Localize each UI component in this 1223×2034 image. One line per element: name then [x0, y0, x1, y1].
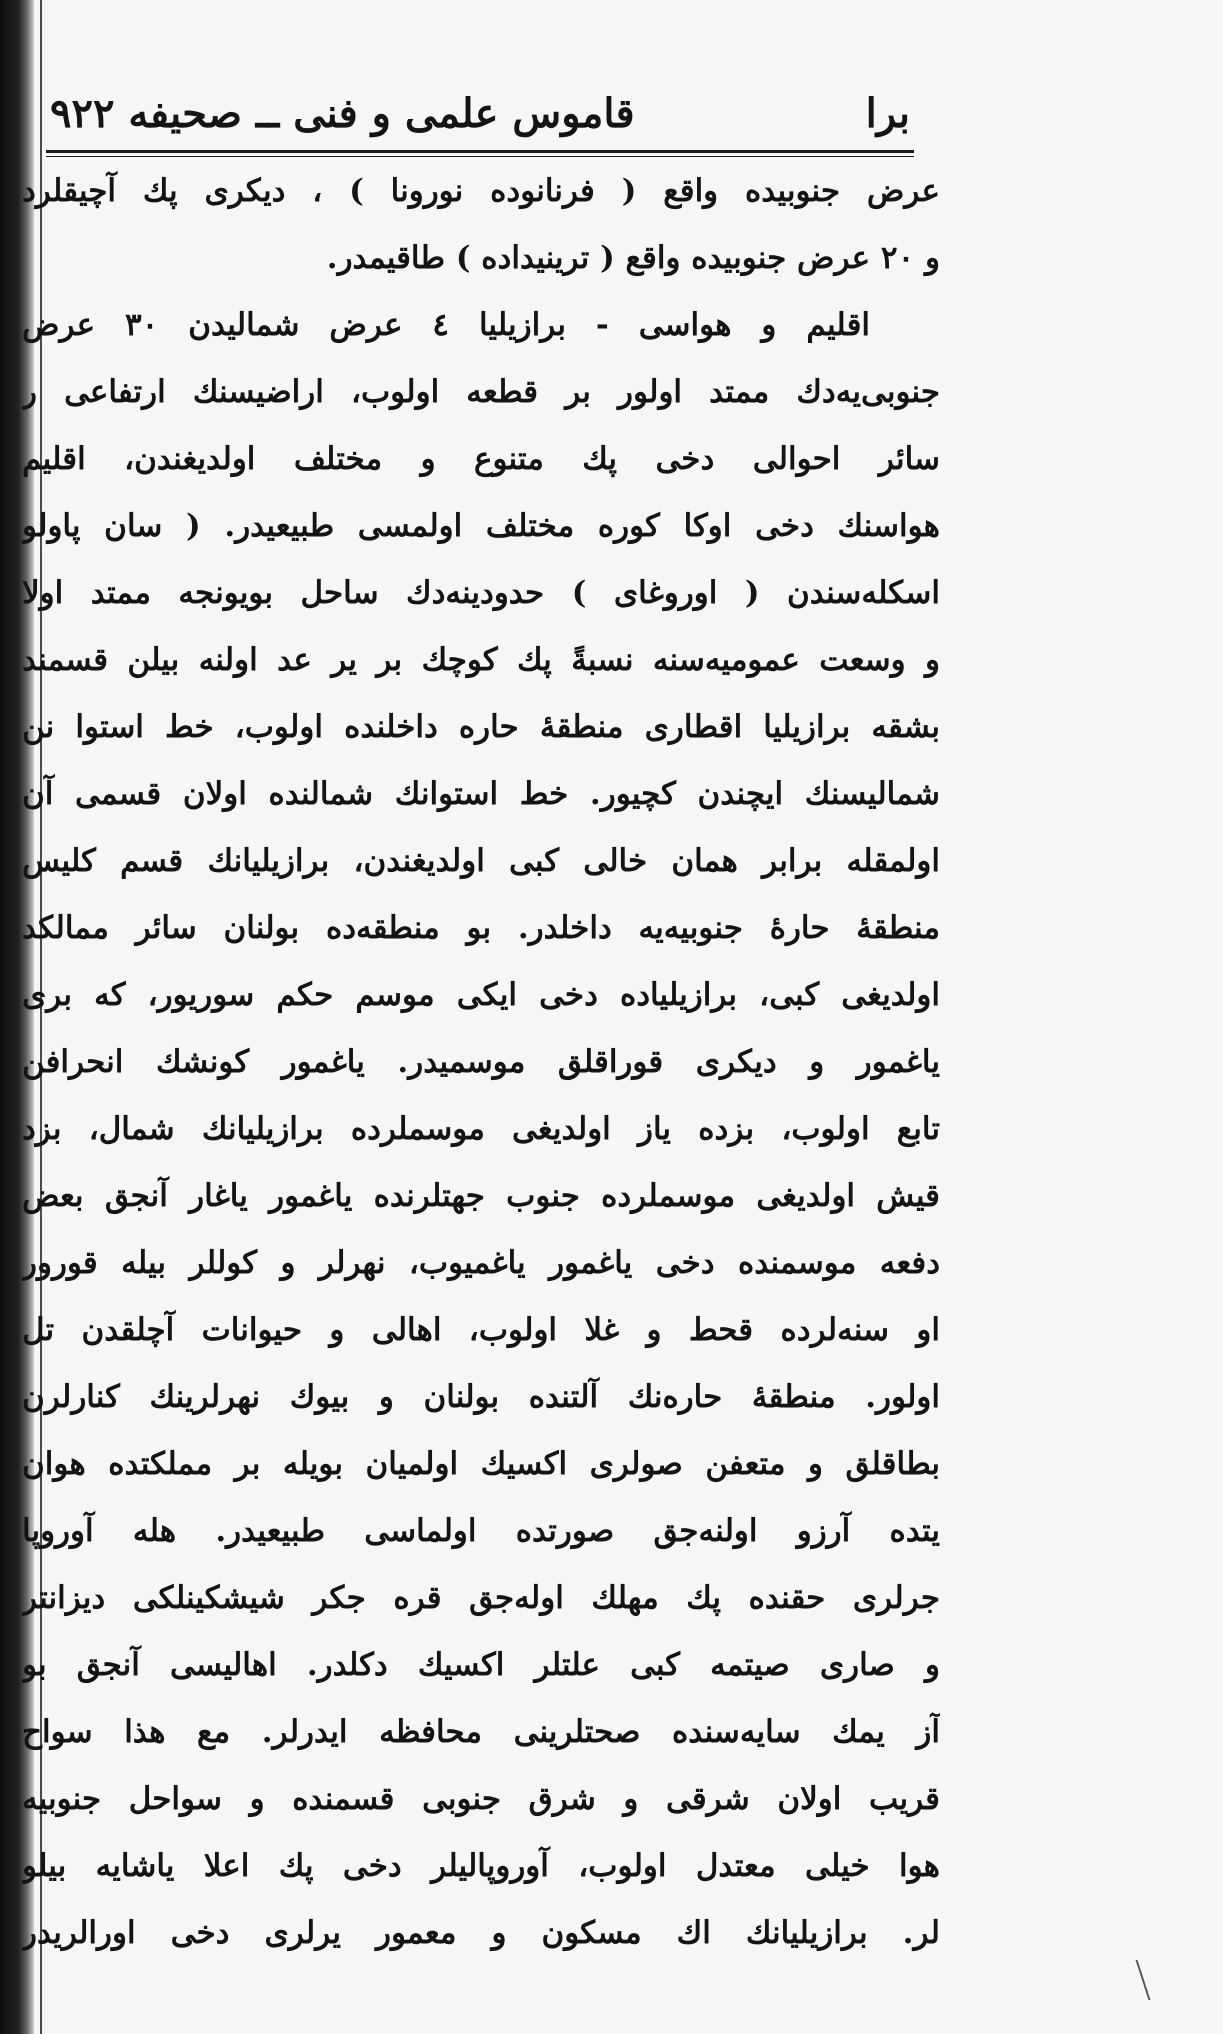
text-line: یاغمور و دیكری قوراقلق موسمیدر. یاغمور كونشك انحرافن — [22, 1044, 940, 1080]
text-line: بطاقلق و متعفن صولری اكسیك اولمیان بویله بر مملكتده هوان — [22, 1446, 940, 1482]
text-line: یتده آرزو اولنه‌جق صورتده اولماسی طبیعیدر. هله آوروپا — [22, 1513, 940, 1549]
text-line: اسكله‌سندن ( اوروغای ) حدودینه‌دك ساحل بویونجه ممتد اولا — [22, 575, 940, 611]
text-line: هواسنك دخی اوكا كوره مختلف اولمسی طبیعیدر. ( سان پاولو — [22, 508, 940, 544]
header-title: قاموس علمی و فنی ــ صحیفه ۹۲۲ — [50, 89, 635, 137]
text-line: قیش اولدیغی موسملرده جنوب جهتلرنده یاغمور یاغار آنجق بعض — [22, 1178, 940, 1214]
page-header — [50, 78, 910, 148]
pencil-mark — [1136, 1960, 1165, 2000]
article-body — [22, 158, 940, 1998]
header-entry-word: برا — [865, 89, 910, 137]
text-line: اولمقله برابر همان خالی كبی اولدیغندن، برازیلیانك قسم كلیس — [22, 843, 940, 879]
text-line: دفعه موسمنده دخی یاغمور یاغمیوب، نهرلر و كوللر بیله قورور — [22, 1245, 940, 1281]
text-line: منطقهٔ حارهٔ جنوبیه‌یه داخلدر. بو منطقه‌ده بولنان سائر ممالكد — [22, 910, 940, 946]
text-line: عرض جنوبیده واقع ( فرنانوده نورونا ) ، دیکری پك آچیقلرد — [22, 173, 940, 209]
text-line: و صاری صیتمه كبی علتلر اكسیك دكلدر. اهالیسی آنجق بو — [22, 1647, 940, 1683]
text-line: هوا خیلی معتدل اولوب، آوروپالیلر دخی پك اعلا یاشایه بیلو — [22, 1848, 940, 1884]
text-line: تابع اولوب، بزده یاز اولدیغی موسملرده برازیلیانك شمال، بزد — [22, 1111, 940, 1147]
text-line: اولور. منطقهٔ حاره‌نك آلتنده بولنان و بیوك نهرلرینك كنارلرن — [22, 1379, 940, 1415]
text-line: و وسعت عمومیه‌سنه نسبةً پك كوچك بر یر عد اولنه بیلن قسمند — [22, 642, 940, 678]
text-line: سائر احوالی دخی پك متنوع و مختلف اولدیغندن، اقلیم — [22, 441, 940, 477]
text-line: جرلری حقنده پك مهلك اوله‌جق قره جكر شیشكینلكی دیزانتر — [22, 1580, 940, 1616]
text-line: جنوبی‌یه‌دك ممتد اولور بر قطعه اولوب، اراضیسنك ارتفاعی ر — [22, 374, 940, 410]
header-rule — [46, 150, 914, 157]
text-line: بشقه برازیلیا اقطاری منطقهٔ حاره داخلنده اولوب، خط استوا نن — [22, 709, 940, 745]
text-line: لر. برازیلیانك اك مسكون و معمور یرلری دخی اورالریدر — [22, 1915, 940, 1951]
text-line: شمالیسنك ایچندن كچیور. خط استوانك شمالنده اولان قسمی آن — [22, 776, 940, 812]
text-line: او سنه‌لرده قحط و غلا اولوب، اهالی و حیوانات آچلقدن تل — [22, 1312, 940, 1348]
text-line: اقلیم و هواسی - برازیلیا ٤ عرض شمالیدن ۳۰ عرض — [22, 307, 871, 343]
text-line: و ۲۰ عرض جنوبیده واقع ( ترینیداده ) طاقیمدر. — [326, 240, 940, 276]
text-line: آز یمك سایه‌سنده صحتلرینی محافظه ایدرلر. مع هذا سواح — [22, 1714, 940, 1750]
text-line: اولدیغی كبی، برازیلیاده دخی ایكی موسم حكم سوریور، كه بری — [22, 977, 940, 1013]
text-line: قریب اولان شرقی و شرق جنوبی قسمنده و سواحل جنوبیه — [22, 1781, 940, 1817]
